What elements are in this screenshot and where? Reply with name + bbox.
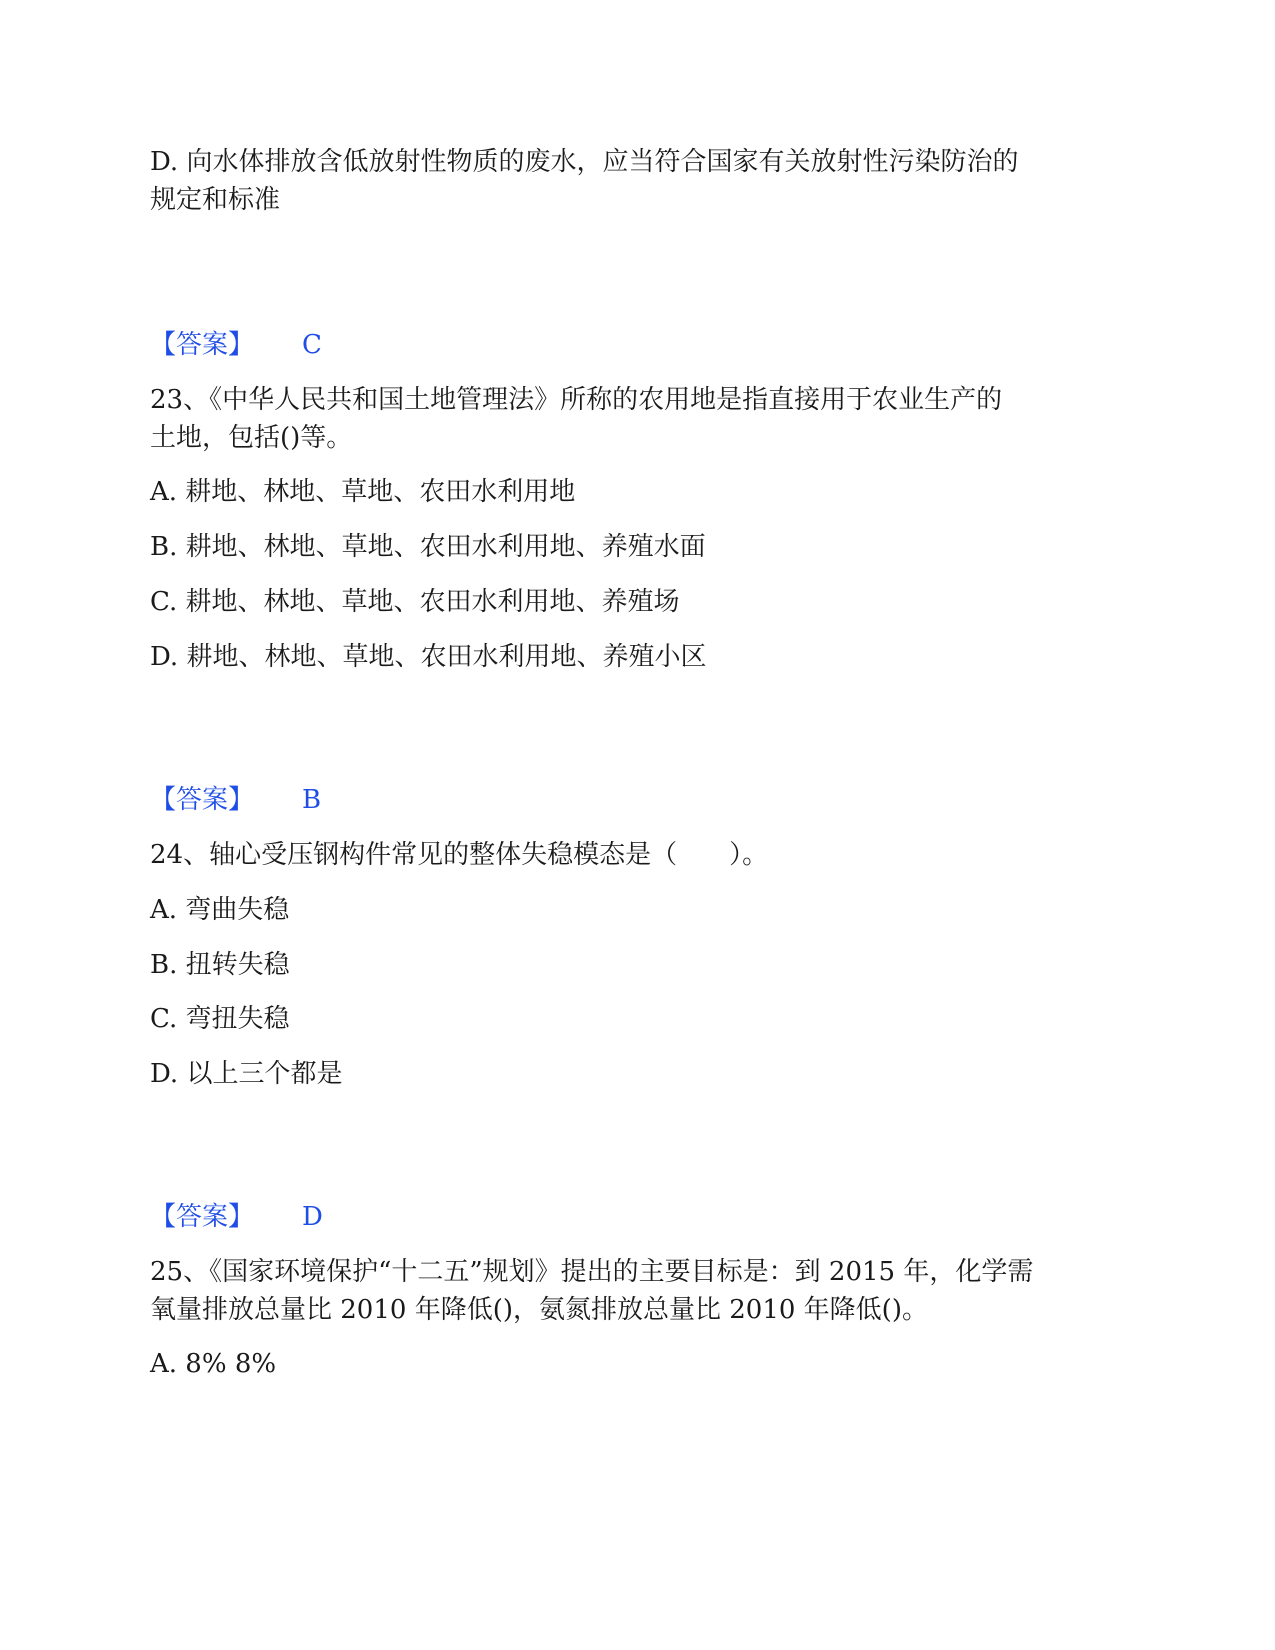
answer-label: 【答案】 xyxy=(150,785,255,815)
q24-option-d: D. 以上三个都是 xyxy=(150,1059,343,1089)
q24-option-a: A. 弯曲失稳 xyxy=(150,895,290,925)
q24-option-b: B. 扭转失稳 xyxy=(150,950,290,980)
answer-value: C xyxy=(302,330,322,360)
answer-value: D xyxy=(302,1202,323,1232)
q22-option-d-line2: 规定和标准 xyxy=(150,185,281,215)
q25-option-a: A. 8% 8% xyxy=(150,1349,277,1379)
q23-answer xyxy=(150,780,321,820)
q24-answer xyxy=(150,1197,323,1237)
q24-question: 24、轴心受压钢构件常见的整体失稳模态是（ ）。 xyxy=(150,840,769,870)
q23-option-a: A. 耕地、林地、草地、农田水利用地 xyxy=(150,477,576,507)
q23-option-b: B. 耕地、林地、草地、农田水利用地、养殖水面 xyxy=(150,532,706,562)
q25-question-line1: 25、《国家环境保护“十二五”规划》提出的主要目标是：到 2015 年，化学需 xyxy=(150,1257,1034,1287)
q23-question-line2: 土地，包括()等。 xyxy=(150,423,353,453)
answer-label: 【答案】 xyxy=(150,330,255,360)
q22-answer xyxy=(150,325,322,365)
q24-option-c: C. 弯扭失稳 xyxy=(150,1004,290,1034)
q22-option-d-line1: D. 向水体排放含低放射性物质的废水，应当符合国家有关放射性污染防治的 xyxy=(150,147,1019,177)
answer-label: 【答案】 xyxy=(150,1202,255,1232)
q25-question-line2: 氧量排放总量比 2010 年降低()，氨氮排放总量比 2010 年降低()。 xyxy=(150,1295,928,1325)
q23-question-line1: 23、《中华人民共和国土地管理法》所称的农用地是指直接用于农业生产的 xyxy=(150,385,1003,415)
q23-option-d: D. 耕地、林地、草地、农田水利用地、养殖小区 xyxy=(150,642,707,672)
answer-value: B xyxy=(302,785,322,815)
q23-option-c: C. 耕地、林地、草地、农田水利用地、养殖场 xyxy=(150,587,680,617)
